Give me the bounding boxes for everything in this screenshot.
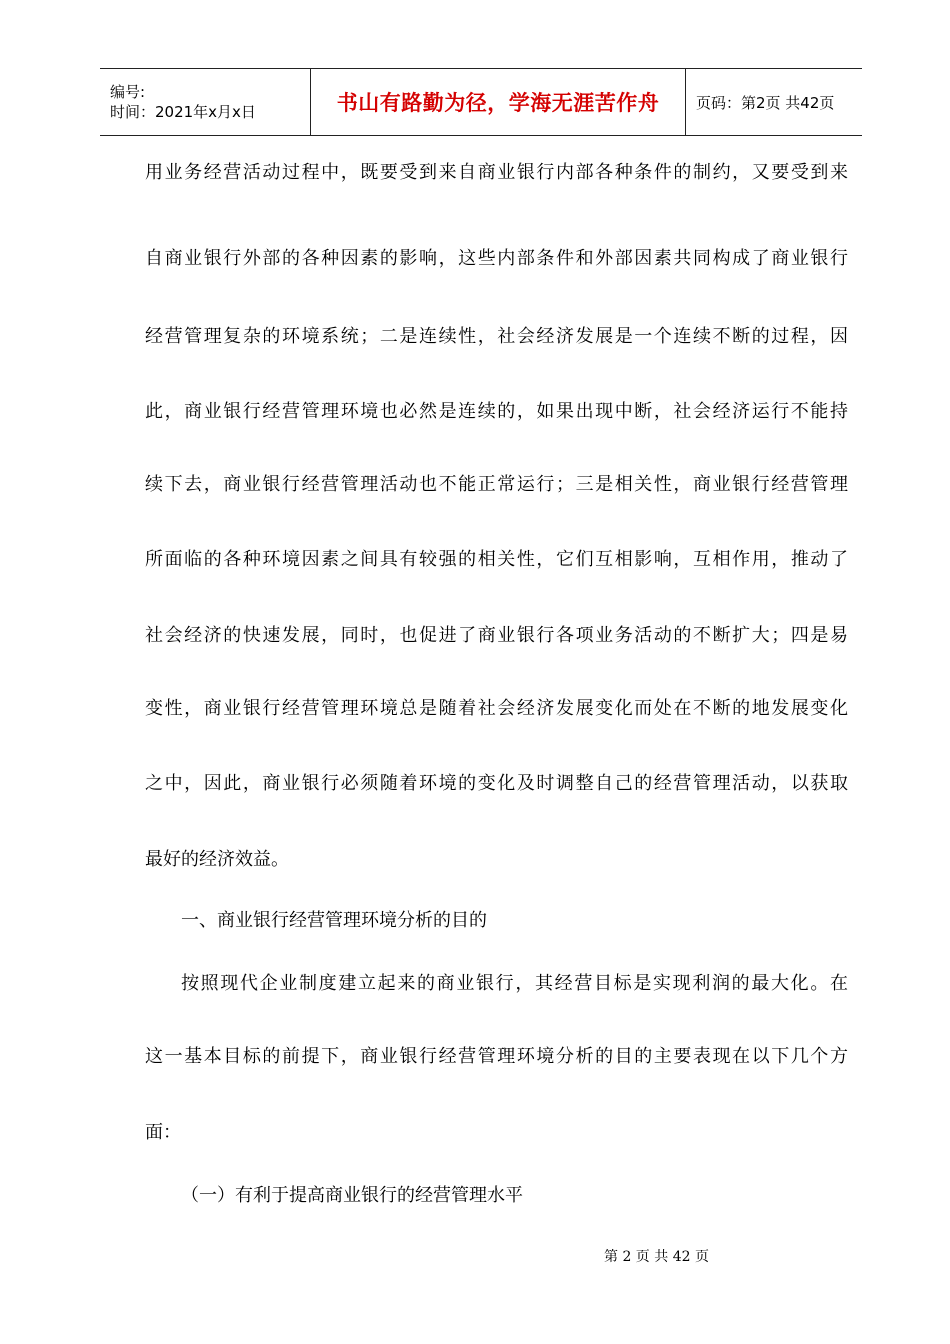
body-line: 续下去，商业银行经营管理活动也不能正常运行；三是相关性，商业银行经营管理 xyxy=(145,474,848,495)
subsection-heading: （一）有利于提高商业银行的经营管理水平 xyxy=(181,1185,523,1206)
body-line: 用业务经营活动过程中，既要受到来自商业银行内部各种条件的制约，又要受到来 xyxy=(145,162,848,183)
date-label: 时间：2021年x月x日 xyxy=(110,103,256,121)
document-header xyxy=(100,68,862,136)
body-line: 按照现代企业制度建立起来的商业银行，其经营目标是实现利润的最大化。在 xyxy=(181,973,848,994)
body-line: 变性，商业银行经营管理环境总是随着社会经济发展变化而处在不断的地发展变化 xyxy=(145,698,848,719)
header-meta xyxy=(100,69,311,136)
header-page-code: 页码：第2页 共42页 xyxy=(686,69,863,136)
serial-number-label: 编号: xyxy=(110,83,146,101)
body-line: 面： xyxy=(145,1122,181,1143)
body-line: 所面临的各种环境因素之间具有较强的相关性，它们互相影响，互相作用，推动了 xyxy=(145,549,848,570)
footer-page-number: 第 2 页 共 42 页 xyxy=(604,1249,709,1265)
body-line: 此，商业银行经营管理环境也必然是连续的，如果出现中断，社会经济运行不能持 xyxy=(145,401,848,422)
body-line: 社会经济的快速发展，同时，也促进了商业银行各项业务活动的不断扩大；四是易 xyxy=(145,625,848,646)
body-line: 自商业银行外部的各种因素的影响，这些内部条件和外部因素共同构成了商业银行 xyxy=(145,248,848,269)
body-line: 最好的经济效益。 xyxy=(145,849,289,870)
body-line: 经营管理复杂的环境系统；二是连续性，社会经济发展是一个连续不断的过程，因 xyxy=(145,326,848,347)
section-heading: 一、商业银行经营管理环境分析的目的 xyxy=(181,910,487,931)
body-line: 这一基本目标的前提下，商业银行经营管理环境分析的目的主要表现在以下几个方 xyxy=(145,1046,848,1067)
header-motto: 书山有路勤为径，学海无涯苦作舟 xyxy=(311,69,686,136)
body-line: 之中，因此，商业银行必须随着环境的变化及时调整自己的经营管理活动，以获取 xyxy=(145,773,848,794)
